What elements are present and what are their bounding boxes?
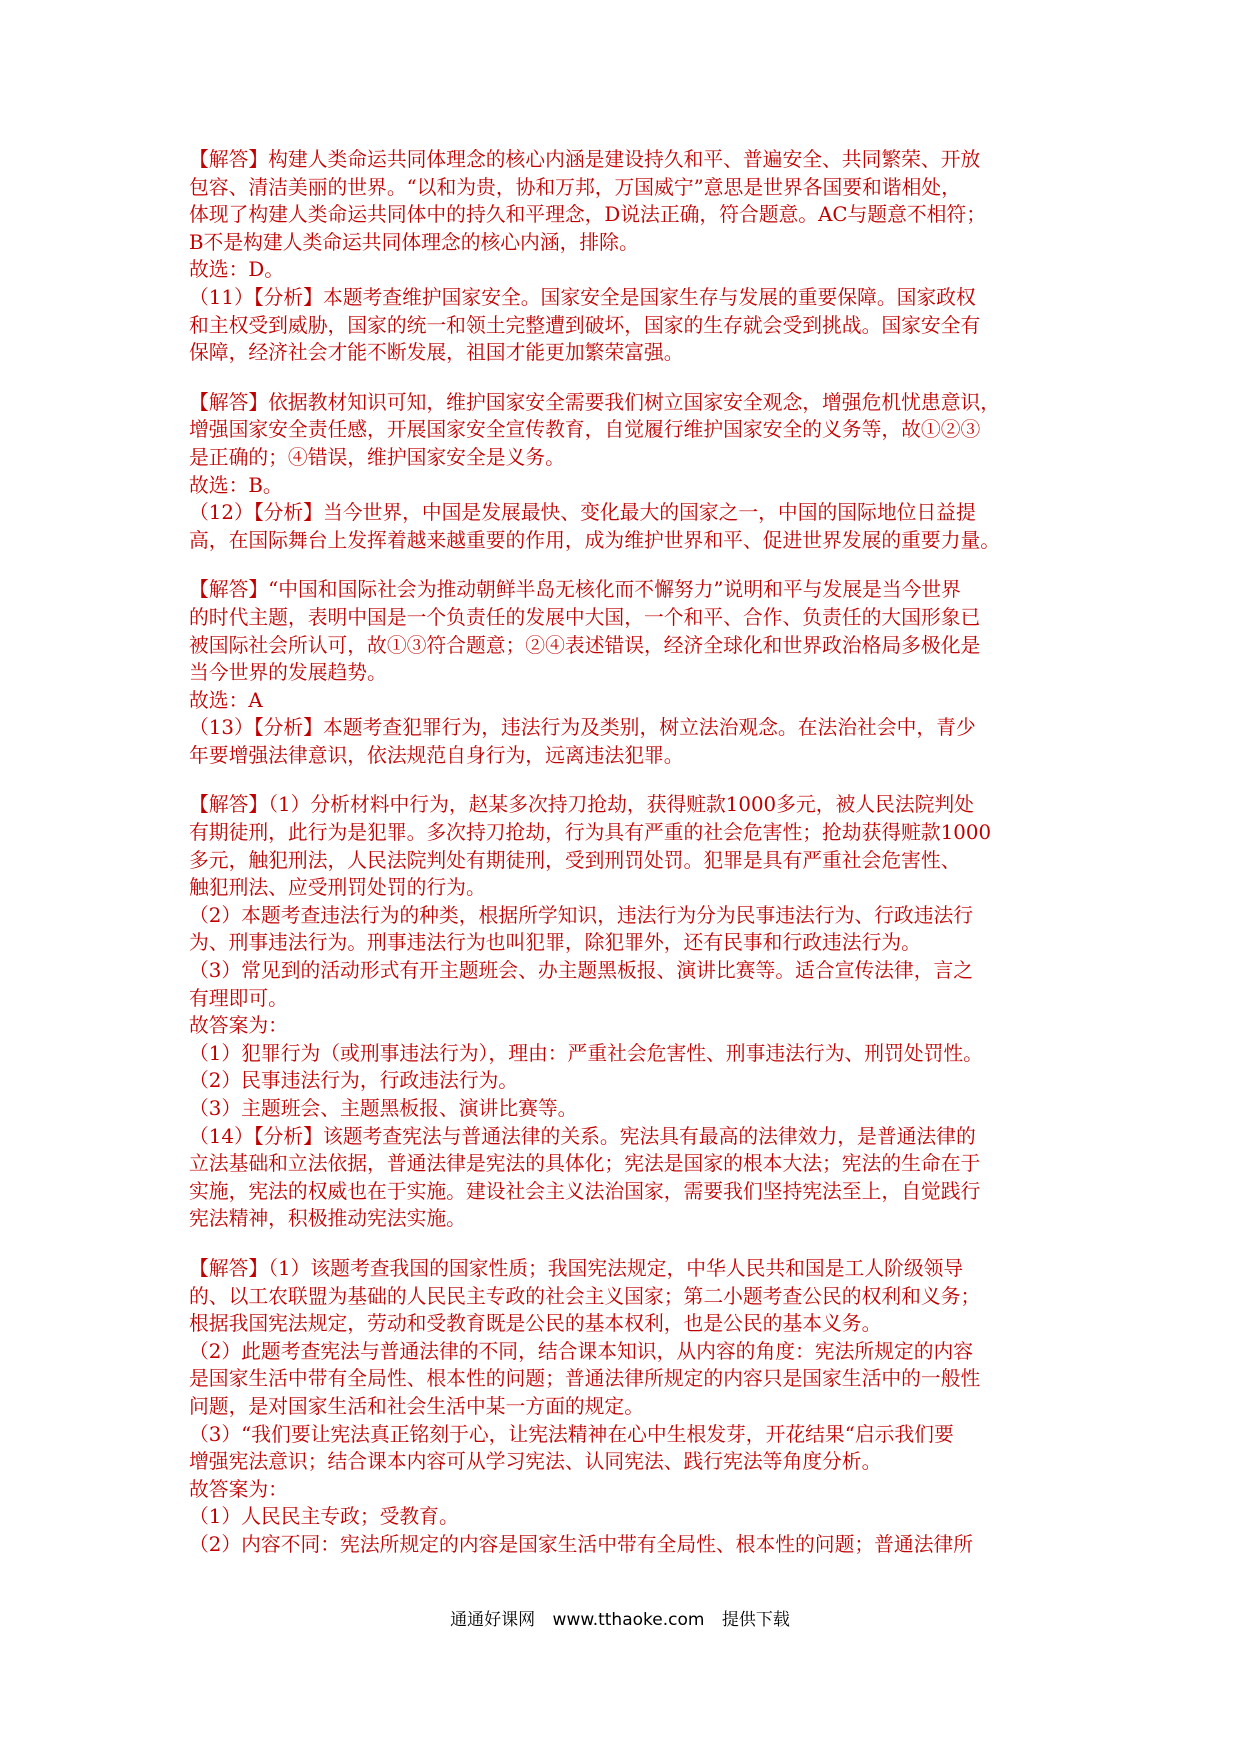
text-line: 故答案为： bbox=[189, 1014, 288, 1038]
text-line: （2）内容不同：宪法所规定的内容是国家生活中带有全局性、根本性的问题；普通法律所 bbox=[189, 1532, 974, 1556]
text-line: 的、以工农联盟为基础的人民民主专政的社会主义国家；第二小题考查公民的权利和义务； bbox=[189, 1284, 981, 1308]
paragraph-gap bbox=[189, 1233, 1061, 1255]
text-line: 【解答】构建人类命运共同体理念的核心内涵是建设持久和平、普遍安全、共同繁荣、开放 bbox=[189, 148, 981, 171]
text-line: 【解答】“中国和国际社会为推动朝鲜半岛无核化而不懈努力”说明和平与发展是当今世界 bbox=[189, 578, 961, 602]
text-line: 保障，经济社会才能不断发展，祖国才能更加繁荣富强。 bbox=[189, 341, 684, 365]
text-line: 故选：A bbox=[189, 688, 263, 712]
paragraph bbox=[189, 576, 1061, 769]
paragraph bbox=[189, 146, 1061, 367]
text-line: （12）【分析】当今世界，中国是发展最快、变化最大的国家之一，中国的国际地位日益提 bbox=[189, 501, 976, 525]
text-line: 体现了构建人类命运共同体中的持久和平理念，D说法正确，符合题意。AC与题意不相符； bbox=[189, 203, 986, 227]
text-line: （3）常见到的活动形式有开主题班会、办主题黑板报、演讲比赛等。适合宣传法律，言之 bbox=[189, 959, 974, 983]
text-line: 【解答】依据教材知识可知，维护国家安全需要我们树立国家安全观念，增强危机忧患意识， bbox=[189, 390, 1001, 414]
paragraph-gap bbox=[189, 554, 1061, 576]
text-line: 有期徒刑，此行为是犯罪。多次持刀抢劫，行为具有严重的社会危害性；抢劫获得赃款1000 bbox=[189, 821, 992, 845]
text-line: 【解答】（1）该题考查我国的国家性质；我国宪法规定，中华人民共和国是工人阶级领导 bbox=[189, 1256, 964, 1280]
text-line: 增强宪法意识；结合课本内容可从学习宪法、认同宪法、践行宪法等角度分析。 bbox=[189, 1450, 882, 1474]
text-line: 包容、清洁美丽的世界。“以和为贵，协和万邦，万国威宁”意思是世界各国要和谐相处， bbox=[189, 175, 961, 199]
text-line: （1）犯罪行为（或刑事违法行为），理由：严重社会危害性、刑事违法行为、刑罚处罚性。 bbox=[189, 1041, 983, 1065]
paragraph bbox=[189, 791, 1061, 1233]
text-line: B不是构建人类命运共同体理念的核心内涵，排除。 bbox=[189, 230, 639, 254]
text-line: 增强国家安全责任感，开展国家安全宣传教育，自觉履行维护国家安全的义务等，故①②③ bbox=[189, 418, 981, 442]
text-line: （14）【分析】该题考查宪法与普通法律的关系。宪法具有最高的法律效力，是普通法律的 bbox=[189, 1124, 976, 1148]
text-line: （1）人民民主专政；受教育。 bbox=[189, 1505, 459, 1529]
text-line: 是国家生活中带有全局性、根本性的问题；普通法律所规定的内容只是国家生活中的一般性 bbox=[189, 1367, 981, 1391]
footer-url[interactable]: www.tthaoke.com bbox=[552, 1610, 705, 1630]
text-line: 是正确的；④错误，维护国家安全是义务。 bbox=[189, 445, 565, 469]
text-line: 高，在国际舞台上发挥着越来越重要的作用，成为维护世界和平、促进世界发展的重要力量。 bbox=[189, 528, 1001, 552]
text-line: （13）【分析】本题考查犯罪行为，违法行为及类别，树立法治观念。在法治社会中，青少 bbox=[189, 716, 976, 740]
paragraph bbox=[189, 389, 1061, 555]
text-line: 根据我国宪法规定，劳动和受教育既是公民的基本权利，也是公民的基本义务。 bbox=[189, 1312, 882, 1336]
text-line: 故选：B。 bbox=[189, 473, 283, 497]
text-line: （2）本题考查违法行为的种类，根据所学知识，违法行为分为民事违法行为、行政违法行 bbox=[189, 903, 974, 927]
text-line: （3）主题班会、主题黑板报、演讲比赛等。 bbox=[189, 1097, 578, 1120]
text-line: 的时代主题，表明中国是一个负责任的发展中大国，一个和平、合作、负责任的大国形象已 bbox=[189, 605, 981, 629]
text-line: 当今世界的发展趋势。 bbox=[189, 661, 387, 685]
text-line: 多元，触犯刑法，人民法院判处有期徒刑，受到刑罚处罚。犯罪是具有严重社会危害性、 bbox=[189, 848, 961, 872]
paragraph-gap bbox=[189, 769, 1061, 791]
text-line: （2）民事违法行为，行政违法行为。 bbox=[189, 1069, 519, 1093]
text-line: 立法基础和立法依据，普通法律是宪法的具体化；宪法是国家的根本大法；宪法的生命在于 bbox=[189, 1152, 981, 1176]
text-line: 故选：D。 bbox=[189, 258, 284, 282]
text-line: 实施，宪法的权威也在于实施。建设社会主义法治国家，需要我们坚持宪法至上，自觉践行 bbox=[189, 1179, 981, 1203]
text-line: （11）【分析】本题考查维护国家安全。国家安全是国家生存与发展的重要保障。国家政权 bbox=[189, 285, 976, 309]
text-line: 故答案为： bbox=[189, 1477, 288, 1501]
footer-suffix: 提供下载 bbox=[721, 1610, 790, 1630]
text-line: 有理即可。 bbox=[189, 986, 288, 1010]
paragraph-gap bbox=[189, 367, 1061, 389]
text-line: （2）此题考查宪法与普通法律的不同，结合课本知识，从内容的角度：宪法所规定的内容 bbox=[189, 1339, 974, 1363]
text-line: 和主权受到威胁，国家的统一和领土完整遭到破坏，国家的生存就会受到挑战。国家安全有 bbox=[189, 313, 981, 337]
text-line: （3）“我们要让宪法真正铭刻于心，让宪法精神在心中生根发芽，开花结果“启示我们要 bbox=[189, 1422, 954, 1446]
text-line: 触犯刑法、应受刑罚处罚的行为。 bbox=[189, 876, 486, 900]
text-line: 宪法精神，积极推动宪法实施。 bbox=[189, 1207, 466, 1231]
text-line: 【解答】（1）分析材料中行为，赵某多次持刀抢劫，获得赃款1000多元，被人民法院判处 bbox=[189, 793, 974, 817]
footer-site-name: 通通好课网 bbox=[450, 1610, 536, 1630]
paragraph bbox=[189, 1255, 1061, 1559]
answer-content bbox=[189, 146, 1061, 1559]
page-footer bbox=[0, 1605, 1240, 1630]
text-line: 被国际社会所认可，故①③符合题意；②④表述错误，经济全球化和世界政治格局多极化是 bbox=[189, 633, 981, 657]
text-line: 为、刑事违法行为。刑事违法行为也叫犯罪，除犯罪外，还有民事和行政违法行为。 bbox=[189, 931, 921, 955]
text-line: 问题，是对国家生活和社会生活中某一方面的规定。 bbox=[189, 1394, 644, 1418]
text-line: 年要增强法律意识，依法规范自身行为，远离违法犯罪。 bbox=[189, 743, 684, 767]
